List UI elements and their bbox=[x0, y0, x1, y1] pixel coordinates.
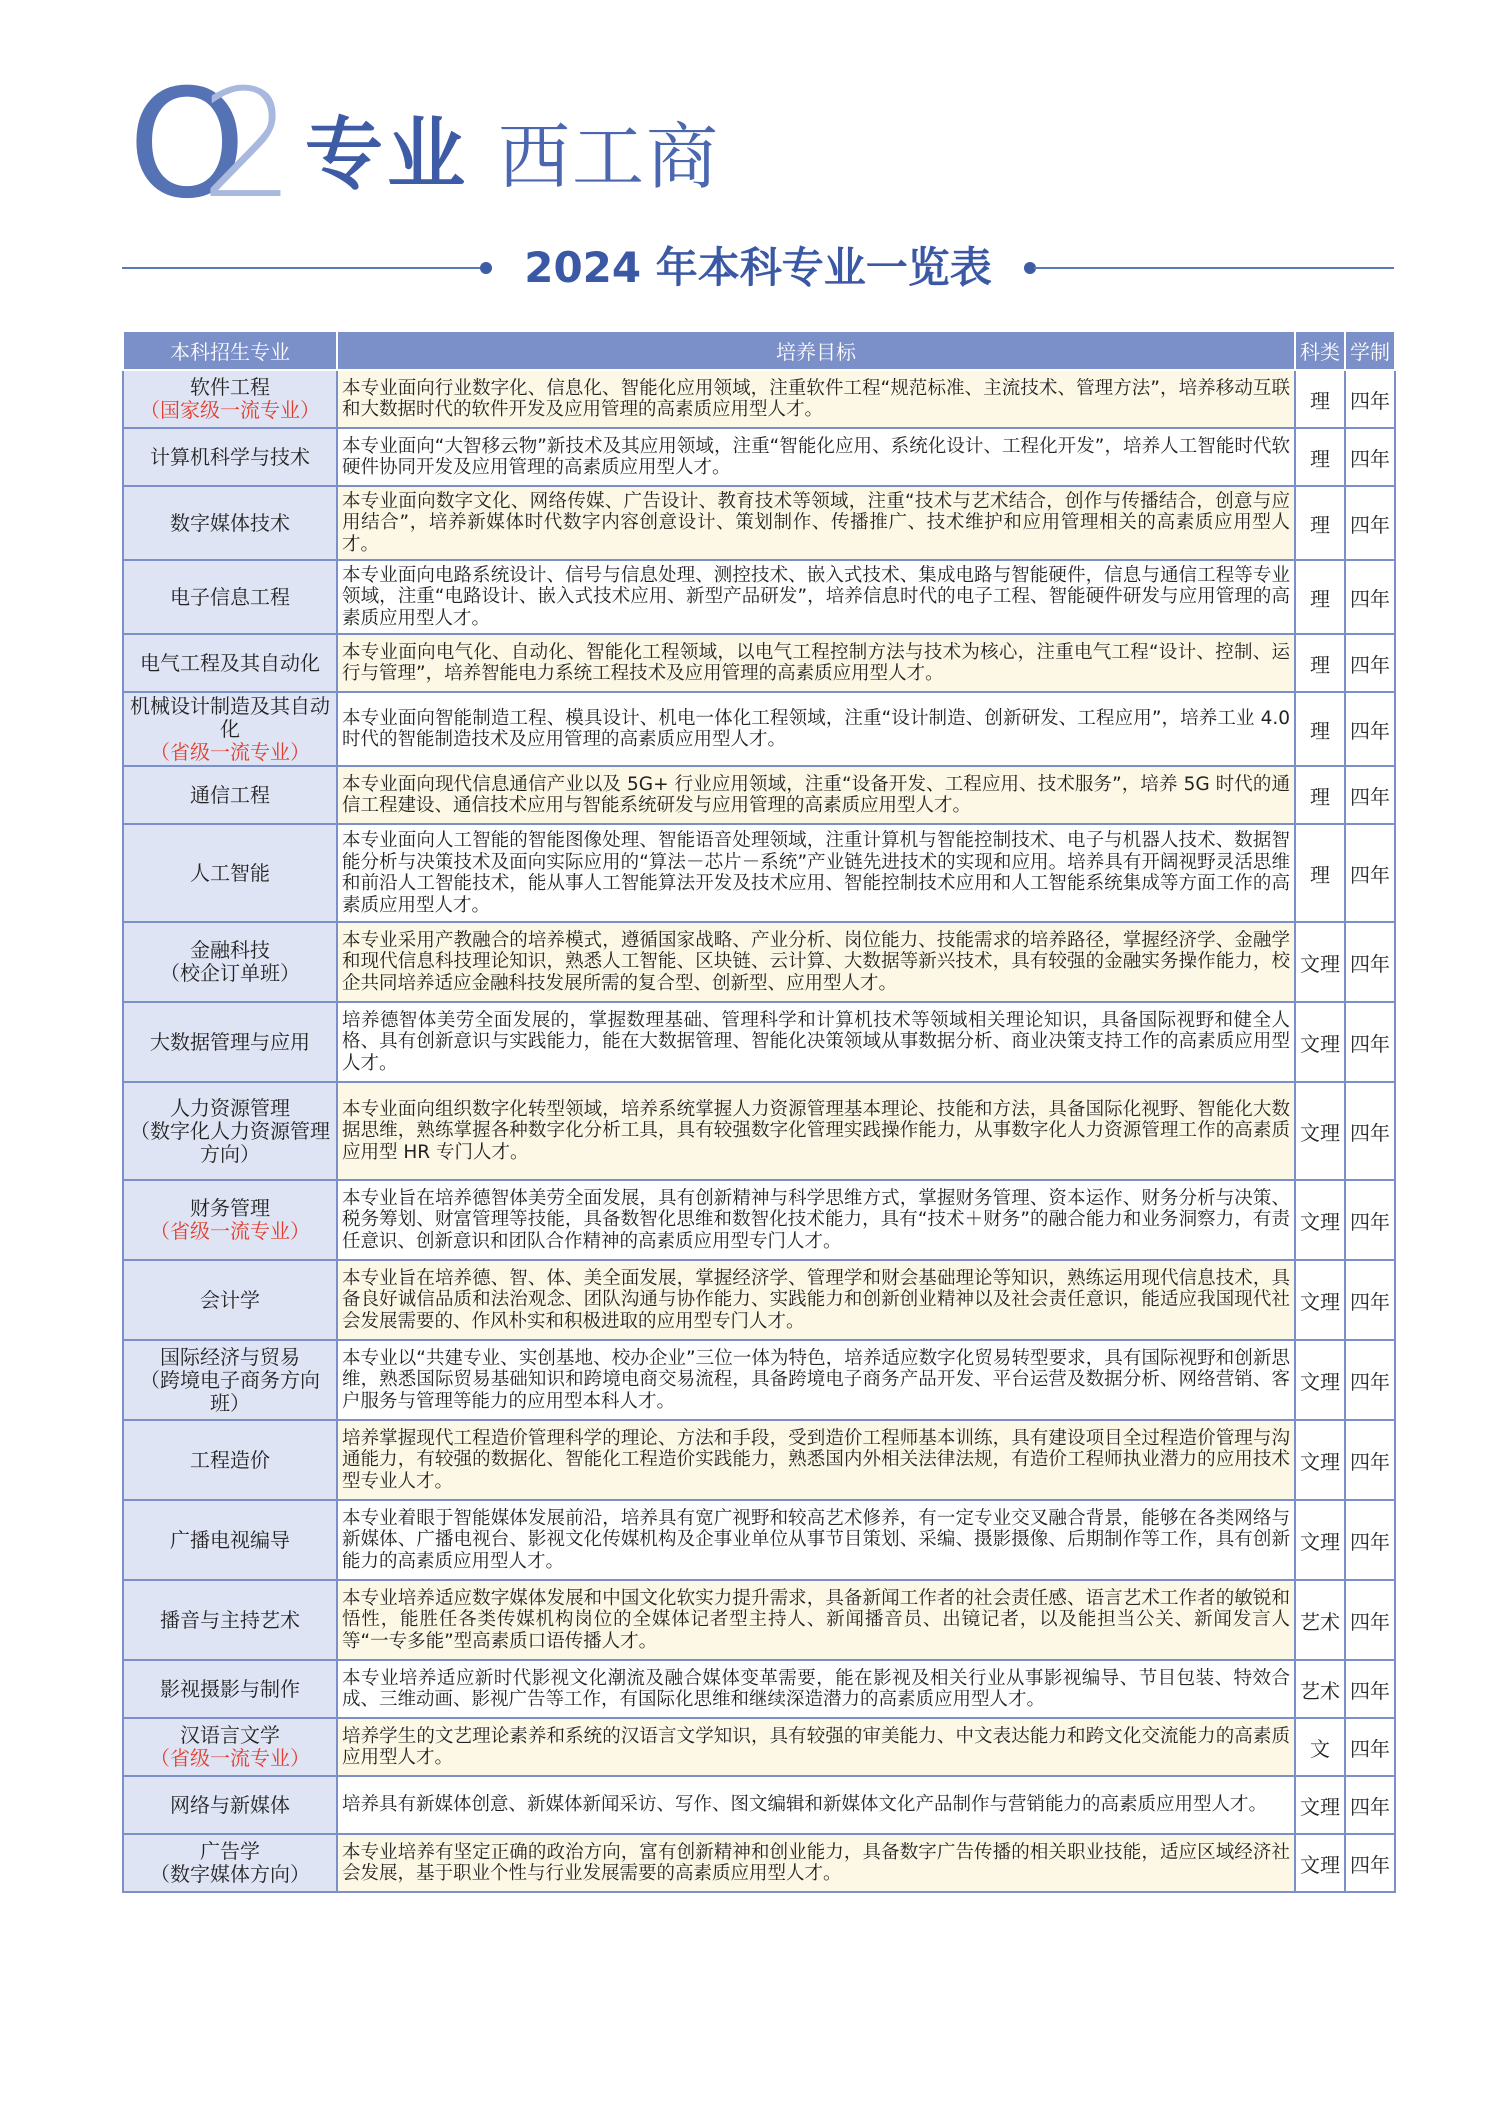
program-duration: 四年 bbox=[1345, 1420, 1395, 1500]
major-name: 机械设计制造及其自动化 bbox=[130, 693, 330, 741]
subject-category: 文理 bbox=[1295, 1834, 1345, 1892]
table-row bbox=[123, 634, 1395, 692]
major-name-cell bbox=[123, 1002, 337, 1082]
page-subtitle: 2024 年本科专业一览表 bbox=[524, 243, 992, 292]
training-goal: 本专业采用产教融合的培养模式，遵循国家战略、产业分析、岗位能力、技能需求的培养路径，掌握经济学、金融学和现代信息科技理论知识，熟悉人工智能、区块链、云计算、大数据等新兴技术，具有较强的金融实务操作能力，校企共同培养适应金融科技发展所需的复合型、创新型、应用型人才。 bbox=[337, 922, 1295, 1002]
major-honor-badge: （省级一流专业） bbox=[150, 1746, 310, 1770]
program-duration: 四年 bbox=[1345, 1340, 1395, 1420]
program-duration: 四年 bbox=[1345, 922, 1395, 1002]
major-name: 电子信息工程 bbox=[170, 584, 290, 609]
major-name-cell bbox=[123, 1776, 337, 1834]
subject-category: 文理 bbox=[1295, 1082, 1345, 1180]
major-name: 财务管理 bbox=[190, 1196, 270, 1220]
training-goal: 本专业旨在培养德、智、体、美全面发展，掌握经济学、管理学和财会基础理论等知识，熟练运用现代信息技术，具备良好诚信品质和法治观念、团队沟通与协作能力、实践能力和创新创业精神以及社会责任意识，能适应我国现代社会发展需要的、作风朴实和积极进取的应用型专门人才。 bbox=[337, 1260, 1295, 1340]
table-row bbox=[123, 1260, 1395, 1340]
table-row bbox=[123, 922, 1395, 1002]
major-name-cell bbox=[123, 766, 337, 824]
table-row bbox=[123, 824, 1395, 922]
subject-category: 理 bbox=[1295, 766, 1345, 824]
program-duration: 四年 bbox=[1345, 1002, 1395, 1082]
major-name-cell bbox=[123, 1500, 337, 1580]
program-duration: 四年 bbox=[1345, 1776, 1395, 1834]
training-goal: 本专业面向数字文化、网络传媒、广告设计、教育技术等领域，注重“技术与艺术结合，创作与传播结合，创意与应用结合”，培养新媒体时代数字内容创意设计、策划制作、传播推广、技术维护和应用管理相关的高素质应用型人才。 bbox=[337, 486, 1295, 560]
subject-category: 理 bbox=[1295, 692, 1345, 766]
program-duration: 四年 bbox=[1345, 1180, 1395, 1260]
table-row bbox=[123, 692, 1395, 766]
program-duration: 四年 bbox=[1345, 1580, 1395, 1660]
major-name: 汉语言文学 bbox=[180, 1723, 280, 1747]
major-name: 大数据管理与应用 bbox=[150, 1029, 310, 1054]
training-goal: 本专业面向电气化、自动化、智能化工程领域，以电气工程控制方法与技术为核心，注重电气工程“设计、控制、运行与管理”，培养智能电力系统工程技术及应用管理的高素质应用型人才。 bbox=[337, 634, 1295, 692]
divider-left bbox=[122, 267, 482, 269]
training-goal: 本专业以“共建专业、实创基地、校办企业”三位一体为特色，培养适应数字化贸易转型要求，具有国际视野和创新思维，熟悉国际贸易基础知识和跨境电商交易流程，具备跨境电子商务产品开发、平台运营及数据分析、网络营销、客户服务与管理等能力的应用型本科人才。 bbox=[337, 1340, 1295, 1420]
major-name: 软件工程 bbox=[190, 375, 270, 399]
major-name-cell bbox=[123, 560, 337, 634]
major-name: 影视摄影与制作 bbox=[160, 1676, 300, 1701]
major-name: 金融科技 bbox=[190, 938, 270, 962]
table-row bbox=[123, 560, 1395, 634]
major-honor-badge: （省级一流专业） bbox=[150, 1219, 310, 1243]
training-goal: 培养掌握现代工程造价管理科学的理论、方法和手段，受到造价工程师基本训练，具有建设项目全过程造价管理与沟通能力，有较强的数据化、智能化工程造价实践能力，熟悉国内外相关法律法规，有造价工程师执业潜力的应用技术型专业人才。 bbox=[337, 1420, 1295, 1500]
major-name: 网络与新媒体 bbox=[170, 1792, 290, 1817]
subject-category: 文理 bbox=[1295, 922, 1345, 1002]
major-name: 数字媒体技术 bbox=[170, 510, 290, 535]
training-goal: 本专业面向组织数字化转型领域，培养系统掌握人力资源管理基本理论、技能和方法，具备国际化视野、智能化大数据思维，熟练掌握各种数字化分析工具，具有较强数字化管理实践操作能力，从事数字化人力资源管理工作的高素质应用型 HR 专门人才。 bbox=[337, 1082, 1295, 1180]
table-header-row bbox=[123, 331, 1395, 370]
subject-category: 文理 bbox=[1295, 1776, 1345, 1834]
major-track: （数字媒体方向） bbox=[150, 1862, 310, 1886]
major-name-cell bbox=[123, 1420, 337, 1500]
subject-category: 文理 bbox=[1295, 1002, 1345, 1082]
major-name-cell bbox=[123, 1718, 337, 1776]
major-honor-badge: （省级一流专业） bbox=[150, 739, 310, 764]
table-row bbox=[123, 1082, 1395, 1180]
program-duration: 四年 bbox=[1345, 766, 1395, 824]
program-duration: 四年 bbox=[1345, 824, 1395, 922]
column-header-major: 本科招生专业 bbox=[123, 331, 337, 370]
major-name-cell bbox=[123, 922, 337, 1002]
training-goal: 本专业旨在培养德智体美劳全面发展，具有创新精神与科学思维方式，掌握财务管理、资本运作、财务分析与决策、税务筹划、财富管理等技能，具备数智化思维和数智化技术能力，具有“技术＋财务”的融合能力和业务洞察力，有责任意识、创新意识和团队合作精神的高素质应用型专门人才。 bbox=[337, 1180, 1295, 1260]
bullet-dot-left bbox=[480, 262, 492, 274]
major-name: 人工智能 bbox=[190, 860, 270, 885]
subject-category: 艺术 bbox=[1295, 1660, 1345, 1718]
program-duration: 四年 bbox=[1345, 692, 1395, 766]
section-number bbox=[128, 58, 298, 232]
program-duration: 四年 bbox=[1345, 428, 1395, 486]
divider-right bbox=[1034, 267, 1394, 269]
program-duration: 四年 bbox=[1345, 486, 1395, 560]
major-name-cell bbox=[123, 1834, 337, 1892]
training-goal: 本专业面向行业数字化、信息化、智能化应用领域，注重软件工程“规范标准、主流技术、管理方法”，培养移动互联和大数据时代的软件开发及应用管理的高素质应用型人才。 bbox=[337, 370, 1295, 428]
major-name-cell bbox=[123, 370, 337, 428]
table-row bbox=[123, 1660, 1395, 1718]
major-name: 广告学 bbox=[200, 1839, 260, 1863]
program-duration: 四年 bbox=[1345, 1500, 1395, 1580]
program-duration: 四年 bbox=[1345, 1660, 1395, 1718]
major-name-cell bbox=[123, 486, 337, 560]
subject-category: 文理 bbox=[1295, 1500, 1345, 1580]
training-goal: 本专业着眼于智能媒体发展前沿，培养具有宽广视野和较高艺术修养，有一定专业交叉融合背景，能够在各类网络与新媒体、广播电视台、影视文化传媒机构及企事业单位从事节目策划、采编、摄影摄像、后期制作等工作，具有创新能力的高素质应用型人才。 bbox=[337, 1500, 1295, 1580]
training-goal: 本专业培养适应新时代影视文化潮流及融合媒体变革需要，能在影视及相关行业从事影视编导、节目包装、特效合成、三维动画、影视广告等工作，有国际化思维和继续深造潜力的高素质应用型人才。 bbox=[337, 1660, 1295, 1718]
major-name-cell bbox=[123, 824, 337, 922]
column-header-category: 科类 bbox=[1295, 331, 1345, 370]
subject-category: 文理 bbox=[1295, 1260, 1345, 1340]
subject-category: 文理 bbox=[1295, 1420, 1345, 1500]
major-track: （数字化人力资源管理方向） bbox=[130, 1118, 330, 1166]
table-row bbox=[123, 1500, 1395, 1580]
subject-category: 理 bbox=[1295, 370, 1345, 428]
program-duration: 四年 bbox=[1345, 1834, 1395, 1892]
majors-table bbox=[122, 330, 1396, 1893]
subject-category: 文理 bbox=[1295, 1340, 1345, 1420]
major-name-cell bbox=[123, 1180, 337, 1260]
page-title: 专业 bbox=[305, 109, 470, 200]
training-goal: 本专业培养有坚定正确的政治方向，富有创新精神和创业能力，具备数字广告传播的相关职业技能，适应区域经济社会发展，基于职业个性与行业发展需要的高素质应用型人才。 bbox=[337, 1834, 1295, 1892]
table-row bbox=[123, 766, 1395, 824]
major-name: 人力资源管理 bbox=[170, 1095, 290, 1120]
training-goal: 培养具有新媒体创意、新媒体新闻采访、写作、图文编辑和新媒体文化产品制作与营销能力的高素质应用型人才。 bbox=[337, 1776, 1295, 1834]
major-name-cell bbox=[123, 692, 337, 766]
major-name-cell bbox=[123, 1660, 337, 1718]
subject-category: 文 bbox=[1295, 1718, 1345, 1776]
subject-category: 理 bbox=[1295, 634, 1345, 692]
major-name: 播音与主持艺术 bbox=[160, 1607, 300, 1632]
major-name: 电气工程及其自动化 bbox=[140, 650, 320, 675]
subject-category: 理 bbox=[1295, 486, 1345, 560]
major-name-cell bbox=[123, 634, 337, 692]
program-duration: 四年 bbox=[1345, 560, 1395, 634]
major-name-cell bbox=[123, 1580, 337, 1660]
page-title-school: 西工商 bbox=[498, 115, 721, 199]
table-row bbox=[123, 1580, 1395, 1660]
major-name-cell bbox=[123, 428, 337, 486]
major-honor-badge: （国家级一流专业） bbox=[140, 398, 320, 422]
training-goal: 本专业面向“大智移云物”新技术及其应用领域，注重“智能化应用、系统化设计、工程化开发”，培养人工智能时代软硬件协同开发及应用管理的高素质应用型人才。 bbox=[337, 428, 1295, 486]
training-goal: 培养学生的文艺理论素养和系统的汉语言文学知识，具有较强的审美能力、中文表达能力和跨文化交流能力的高素质应用型人才。 bbox=[337, 1718, 1295, 1776]
training-goal: 本专业面向智能制造工程、模具设计、机电一体化工程领域，注重“设计制造、创新研发、工程应用”，培养工业 4.0 时代的智能制造技术及应用管理的高素质应用型人才。 bbox=[337, 692, 1295, 766]
major-name-cell bbox=[123, 1260, 337, 1340]
table-row bbox=[123, 1002, 1395, 1082]
major-name: 通信工程 bbox=[190, 782, 270, 807]
column-header-duration: 学制 bbox=[1345, 331, 1395, 370]
subject-category: 理 bbox=[1295, 824, 1345, 922]
subject-category: 理 bbox=[1295, 428, 1345, 486]
table-row bbox=[123, 1180, 1395, 1260]
table-row bbox=[123, 1776, 1395, 1834]
program-duration: 四年 bbox=[1345, 1260, 1395, 1340]
subject-category: 艺术 bbox=[1295, 1580, 1345, 1660]
major-name: 广播电视编导 bbox=[170, 1527, 290, 1552]
major-track: （校企订单班） bbox=[160, 961, 300, 985]
table-row bbox=[123, 428, 1395, 486]
table-row bbox=[123, 486, 1395, 560]
section-number-two: 2 bbox=[200, 58, 296, 232]
table-row bbox=[123, 370, 1395, 428]
major-name: 会计学 bbox=[200, 1287, 260, 1312]
training-goal: 本专业面向电路系统设计、信号与信息处理、测控技术、嵌入式技术、集成电路与智能硬件，信息与通信工程等专业领域，注重“电路设计、嵌入式技术应用、新型产品研发”，培养信息时代的电子工程、智能硬件研发与应用管理的高素质应用型人才。 bbox=[337, 560, 1295, 634]
training-goal: 本专业面向现代信息通信产业以及 5G+ 行业应用领域，注重“设备开发、工程应用、技术服务”，培养 5G 时代的通信工程建设、通信技术应用与智能系统研发与应用管理的高素质应用型人才。 bbox=[337, 766, 1295, 824]
program-duration: 四年 bbox=[1345, 634, 1395, 692]
subject-category: 理 bbox=[1295, 560, 1345, 634]
column-header-goal: 培养目标 bbox=[337, 331, 1295, 370]
subject-category: 文理 bbox=[1295, 1180, 1345, 1260]
major-name-cell bbox=[123, 1340, 337, 1420]
major-track: （跨境电子商务方向班） bbox=[140, 1367, 320, 1415]
major-name: 国际经济与贸易 bbox=[160, 1344, 300, 1369]
training-goal: 培养德智体美劳全面发展的，掌握数理基础、管理科学和计算机技术等领域相关理论知识，具备国际视野和健全人格、具有创新意识与实践能力，能在大数据管理、智能化决策领域从事数据分析、商业决策支持工作的高素质应用型人才。 bbox=[337, 1002, 1295, 1082]
program-duration: 四年 bbox=[1345, 1718, 1395, 1776]
table-row bbox=[123, 1340, 1395, 1420]
training-goal: 本专业面向人工智能的智能图像处理、智能语音处理领域，注重计算机与智能控制技术、电子与机器人技术、数据智能分析与决策技术及面向实际应用的“算法－芯片－系统”产业链先进技术的实现和应用。培养具有开阔视野灵活思维和前沿人工智能技术，能从事人工智能算法开发及技术应用、智能控制技术应用和人工智能系统集成等方面工作的高素质应用型人才。 bbox=[337, 824, 1295, 922]
major-name: 工程造价 bbox=[190, 1447, 270, 1472]
table-body bbox=[123, 370, 1395, 1892]
major-name-cell bbox=[123, 1082, 337, 1180]
program-duration: 四年 bbox=[1345, 370, 1395, 428]
table-row bbox=[123, 1420, 1395, 1500]
program-duration: 四年 bbox=[1345, 1082, 1395, 1180]
subtitle-bar bbox=[122, 242, 1394, 294]
table-row bbox=[123, 1718, 1395, 1776]
major-name: 计算机科学与技术 bbox=[150, 444, 310, 469]
training-goal: 本专业培养适应数字媒体发展和中国文化软实力提升需求，具备新闻工作者的社会责任感、语言艺术工作者的敏锐和悟性，能胜任各类传媒机构岗位的全媒体记者型主持人、新闻播音员、出镜记者，以及能担当公关、新闻发言人等“一专多能”型高素质口语传播人才。 bbox=[337, 1580, 1295, 1660]
table-row bbox=[123, 1834, 1395, 1892]
section-number-zero: O bbox=[128, 58, 227, 232]
